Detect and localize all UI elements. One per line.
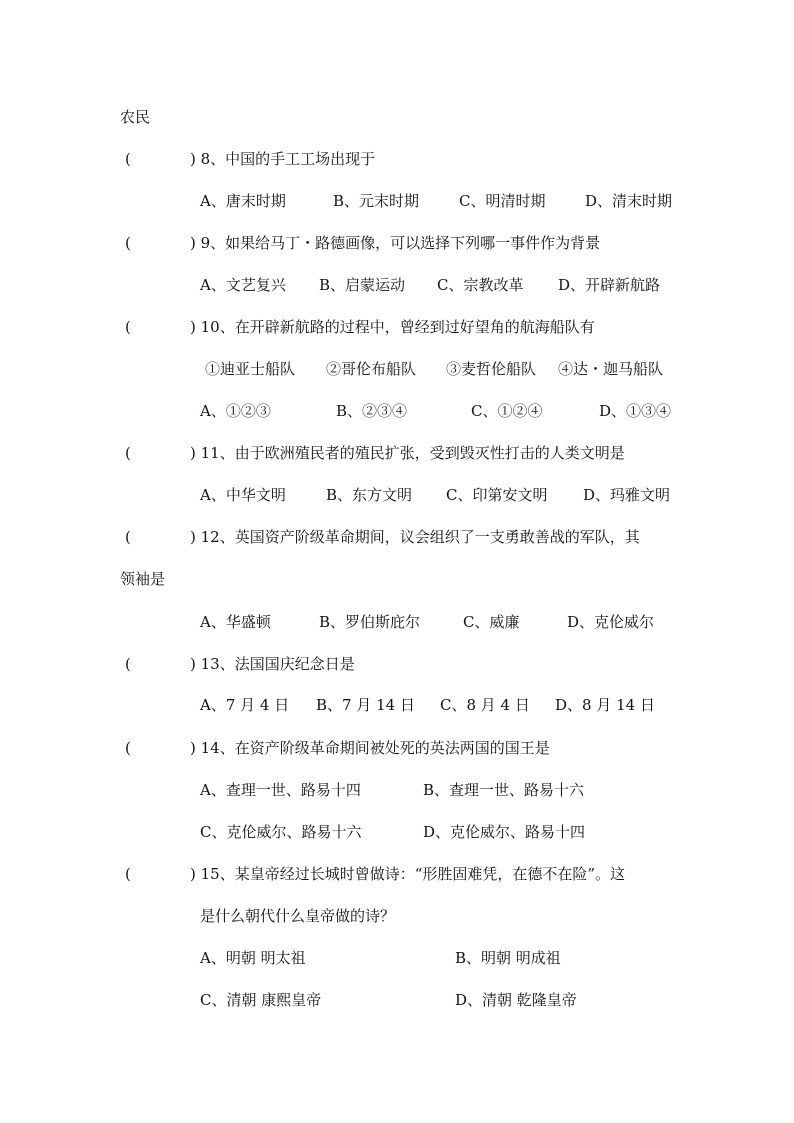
answer-paren: ( <box>125 318 131 336</box>
answer-paren: ( <box>125 150 131 168</box>
q13-option-b: B、7 月 14 日 <box>316 696 415 714</box>
q10-item-3: ③麦哲伦船队 <box>446 360 537 378</box>
q10-option-d: D、①③④ <box>599 402 672 420</box>
question-12-text: ) 12、英国资产阶级革命期间，议会组织了一支勇敢善战的军队，其 <box>190 528 640 546</box>
question-15-text-cont: 是什么朝代什么皇帝做的诗？ <box>200 907 396 925</box>
q14-option-d: D、克伦威尔、路易十四 <box>423 823 586 841</box>
q10-item-2: ②哥伦布船队 <box>326 360 417 378</box>
answer-paren: ( <box>125 739 131 757</box>
answer-paren: ( <box>125 865 131 883</box>
q9-option-c: C、宗教改革 <box>437 276 524 294</box>
q9-option-d: D、开辟新航路 <box>558 276 661 294</box>
question-13-text: ) 13、法国国庆纪念日是 <box>190 655 355 673</box>
q11-option-b: B、东方文明 <box>326 486 413 504</box>
question-14-text: ) 14、在资产阶级革命期间被处死的英法两国的国王是 <box>190 739 550 757</box>
answer-paren: ( <box>125 444 131 462</box>
q11-option-a: A、中华文明 <box>200 486 286 504</box>
q12-option-d: D、克伦威尔 <box>567 613 655 631</box>
q10-item-4: ④达・迦马船队 <box>558 360 664 378</box>
q10-option-b: B、②③④ <box>336 402 408 420</box>
q10-option-c: C、①②④ <box>471 402 543 420</box>
q15-option-b: B、明朝 明成祖 <box>455 949 561 967</box>
question-9-text: ) 9、如果给马丁・路德画像，可以选择下列哪一事件作为背景 <box>190 234 601 252</box>
q9-option-a: A、文艺复兴 <box>200 276 286 294</box>
q15-option-d: D、清朝 乾隆皇帝 <box>455 991 577 1009</box>
q13-option-d: D、8 月 14 日 <box>555 696 655 714</box>
q10-item-1: ①迪亚士船队 <box>205 360 296 378</box>
q8-option-d: D、清末时期 <box>585 192 673 210</box>
q12-option-b: B、罗伯斯庇尔 <box>319 613 421 631</box>
q9-option-b: B、启蒙运动 <box>319 276 406 294</box>
q15-option-a: A、明朝 明太祖 <box>200 949 306 967</box>
q14-option-c: C、克伦威尔、路易十六 <box>200 823 362 841</box>
q8-option-b: B、元末时期 <box>333 192 420 210</box>
continuation-text: 农民 <box>120 108 151 126</box>
q14-option-b: B、查理一世、路易十六 <box>423 781 585 799</box>
answer-paren: ( <box>125 528 131 546</box>
q14-option-a: A、查理一世、路易十四 <box>200 781 361 799</box>
q8-option-c: C、明清时期 <box>459 192 546 210</box>
q13-option-a: A、7 月 4 日 <box>200 696 290 714</box>
q11-option-c: C、印第安文明 <box>446 486 548 504</box>
question-15-text: ) 15、某皇帝经过长城时曾做诗：“形胜固难凭，在德不在险”。这 <box>190 865 626 883</box>
question-11-text: ) 11、由于欧洲殖民者的殖民扩张，受到毁灭性打击的人类文明是 <box>190 444 625 462</box>
answer-paren: ( <box>125 655 131 673</box>
question-12-text-cont: 领袖是 <box>120 570 166 588</box>
q12-option-c: C、威廉 <box>463 613 520 631</box>
question-10-text: ) 10、在开辟新航路的过程中，曾经到过好望角的航海船队有 <box>190 318 595 336</box>
q8-option-a: A、唐末时期 <box>200 192 286 210</box>
q13-option-c: C、8 月 4 日 <box>440 696 530 714</box>
q11-option-d: D、玛雅文明 <box>583 486 671 504</box>
q15-option-c: C、清朝 康熙皇帝 <box>200 991 322 1009</box>
q10-option-a: A、①②③ <box>200 402 271 420</box>
question-8-text: ) 8、中国的手工工场出现于 <box>190 150 376 168</box>
answer-paren: ( <box>125 234 131 252</box>
q12-option-a: A、华盛顿 <box>200 613 271 631</box>
